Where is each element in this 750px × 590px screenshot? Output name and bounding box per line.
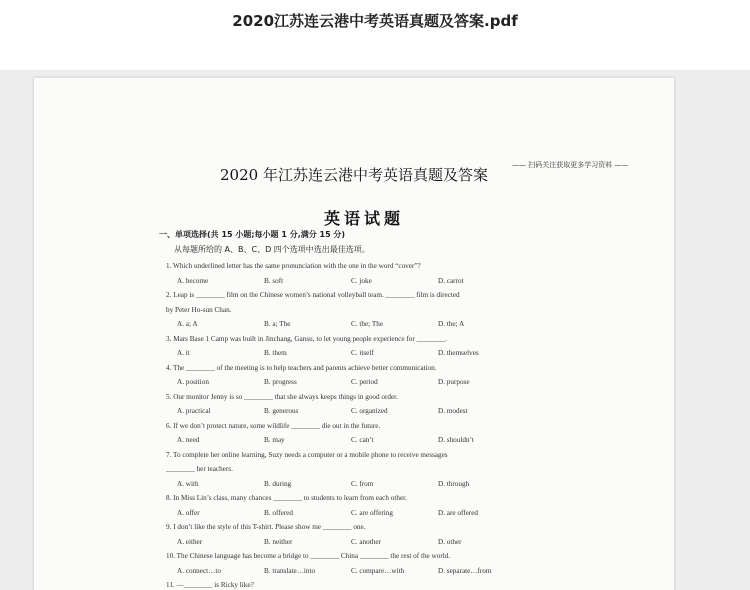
- options-row: [166, 404, 556, 419]
- option: C. period: [351, 378, 378, 386]
- option: C. are offering: [351, 508, 393, 517]
- question-item: [166, 491, 556, 520]
- option: C. the; The: [351, 320, 384, 328]
- question-item: [166, 390, 556, 419]
- question-stem: 1. Which underlined letter has the same pronunciation with the one in the word “cover”?: [166, 262, 421, 270]
- promo-text: —— 扫码关注获取更多学习资料 ——: [512, 161, 629, 169]
- option: C. itself: [351, 349, 374, 357]
- option: D. carrot: [438, 276, 464, 285]
- option: B. a; The: [264, 320, 291, 328]
- question-stem: ________ her teachers.: [166, 465, 233, 473]
- pdf-viewer[interactable]: [0, 70, 750, 590]
- option: A. either: [177, 537, 203, 546]
- option: B. translate…into: [264, 566, 316, 575]
- options-row: [166, 477, 556, 492]
- options-row: [166, 564, 556, 579]
- option: C. from: [351, 479, 374, 488]
- part-heading: 一、单项选择(共 15 小题;每小题 1 分,满分 15 分): [159, 230, 346, 239]
- option: C. compare…with: [351, 566, 405, 575]
- question-list: [166, 259, 556, 590]
- option: A. with: [177, 479, 199, 488]
- option: A. practical: [177, 407, 211, 415]
- option: D. modest: [438, 407, 468, 415]
- question-item: [166, 259, 556, 288]
- option: B. generous: [264, 407, 299, 415]
- option: A. a; A: [177, 320, 198, 328]
- option: B. progress: [264, 378, 297, 386]
- option: D. the; A: [438, 320, 465, 328]
- option: B. soft: [264, 276, 284, 285]
- option: D. purpose: [438, 378, 470, 386]
- option: D. themselves: [438, 349, 479, 357]
- question-stem: 11. —________ is Ricky like?: [166, 581, 254, 589]
- question-stem: by Peter Ho-sun Chan.: [166, 305, 232, 314]
- question-item: [166, 578, 556, 590]
- option: D. through: [438, 479, 470, 488]
- option: C. can’t: [351, 436, 374, 444]
- question-stem: 7. To complete her online learning, Suzy needs a computer or a mobile phone to receive messages: [166, 450, 448, 459]
- question-stem: 9. I don’t like the style of this T-shirt. Please show me ________ one.: [166, 523, 366, 531]
- question-item: [166, 419, 556, 448]
- option: A. position: [177, 378, 209, 386]
- question-item: [166, 288, 556, 332]
- options-row: [166, 433, 556, 448]
- question-stem: 2. Leap is ________ film on the Chinese women’s national volleyball team. ________ film is directed: [166, 291, 460, 299]
- option: B. neither: [264, 537, 293, 546]
- option: A. offer: [177, 508, 200, 517]
- option: B. them: [264, 349, 287, 357]
- section-title: 英语试题: [323, 209, 404, 228]
- question-stem: 3. Mars Base 1 Camp was built in Jinchang, Gansu, to let young people experience for ________.: [166, 334, 448, 343]
- option: A. become: [177, 276, 209, 285]
- option: D. shouldn’t: [438, 436, 474, 444]
- option: B. during: [264, 479, 292, 488]
- options-row: [166, 317, 556, 332]
- option: D. separate…from: [438, 566, 492, 575]
- option: A. it: [177, 349, 190, 357]
- option: B. offered: [264, 508, 294, 517]
- question-stem: 5. Our monitor Jenny is so ________ that she always keeps things in good order.: [166, 392, 398, 401]
- option: D. other: [438, 537, 462, 546]
- options-row: [166, 346, 556, 361]
- options-row: [166, 506, 556, 521]
- question-stem: 8. In Miss Lin’s class, many chances ________ to students to learn from each other.: [166, 494, 407, 502]
- option: C. organized: [351, 407, 388, 415]
- option: C. another: [351, 537, 381, 546]
- question-item: [166, 332, 556, 361]
- question-item: [166, 520, 556, 549]
- question-stem: 10. The Chinese language has become a bridge to ________ China ________ the rest of the world.: [166, 552, 451, 560]
- document-title: 2020 年江苏连云港中考英语真题及答案: [220, 166, 488, 184]
- option: C. joke: [351, 276, 372, 285]
- pdf-page: [34, 78, 674, 590]
- question-stem: 4. The ________ of the meeting is to help teachers and parents achieve better communication.: [166, 363, 437, 372]
- question-item: [166, 549, 556, 578]
- options-row: [166, 535, 556, 550]
- option: D. are offered: [438, 508, 478, 517]
- question-stem: 6. If we don’t protect nature, some wildlife ________ die out in the future.: [166, 421, 381, 430]
- title-bar: [0, 0, 750, 70]
- option: A. need: [177, 436, 200, 444]
- question-item: [166, 361, 556, 390]
- option: A. connect…to: [177, 566, 221, 575]
- options-row: [166, 375, 556, 390]
- question-item: [166, 448, 556, 492]
- part-instruction: 从每题所给的 A、B、C、D 四个选项中选出最佳选项。: [174, 245, 370, 254]
- option: B. may: [264, 436, 285, 444]
- file-title: 2020江苏连云港中考英语真题及答案.pdf: [232, 12, 518, 30]
- options-row: [166, 274, 556, 289]
